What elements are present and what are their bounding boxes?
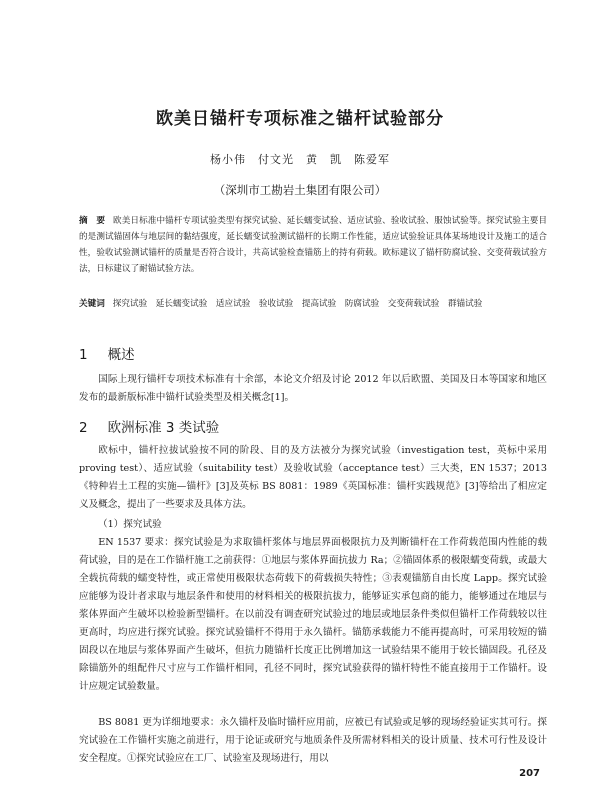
section-heading: [79, 343, 135, 363]
subsection-heading: （1）探究试验: [98, 519, 162, 530]
paragraph: 国际上现行锚杆专项技术标准有十余部，本论文介绍及讨论 2012 年以后欧盟、美国及日本等国家和地区发布的最新版标准中锚杆试验类型及相关概念[1]。: [79, 374, 547, 403]
keywords-label: 关键词: [79, 299, 105, 309]
abstract-label: 摘 要: [79, 216, 106, 226]
paper-title: 欧美日锚杆专项标准之锚杆试验部分: [156, 109, 444, 129]
paragraph: BS 8081 更为详细地要求：永久锚杆及临时锚杆应用前，应被已有试验或足够的现场经验证实其可行。探究试验在工作锚杆实施之前进行，用于论证或研究与地质条件及所需材料相关的设计质量、技术可行性及设计安全程度。①探究试验应在工厂、试验室及现场进行，用以: [79, 717, 547, 764]
section-title: 欧洲标准 3 类试验: [107, 420, 220, 436]
paragraph: EN 1537 要求：探究试验是为求取锚杆浆体与地层界面极限抗力及判断锚杆在工作荷载范围内性能的载荷试验，目的是在工作锚杆施工之前获得：①地层与浆体界面抗拔力 Ra；②锚固体系的极限蠕变荷载，或最大全载抗荷载的蠕变特性，或正常使用极限状态荷载下的荷载损失特性；③表观锚筋自由长度 Lapp。探究试验应能够为设计者求取与地层条件和使用的材料相关的极限抗拔力，能够证实承包商的能力，能够通过在地层与浆体界面产生破坏以检验新型锚杆。在以前没有调查研究试验过的地层或地层条件类似但锚杆工作荷载较以往更高时，均应进行探究试验。探究试验锚杆不得用于永久锚杆。锚筋承载能力不能再提高时，可采用较短的锚固段以在地层与浆体界面产生破坏，但抗力随锚杆长度正比例增加这一试验结果不能用于较长锚固段。孔径及除锚筋外的组配件尺寸应与工作锚杆相同，孔径不同时，探究试验获得的锚杆特性不能直接用于工作锚杆。设计应规定试验数量。: [79, 537, 547, 692]
page-number: 207: [519, 768, 540, 779]
keywords: [79, 296, 547, 312]
section-number: 1: [79, 347, 88, 363]
affiliation: （深圳市工勘岩土集团有限公司）: [213, 183, 387, 197]
section-title: 概述: [107, 347, 135, 363]
section-heading: [79, 416, 219, 436]
section-number: 2: [79, 420, 88, 436]
keywords-text: 探究试验 延长蠕变试验 适应试验 验收试验 提高试验 防腐试验 交变荷载试验 群锚试验: [112, 299, 483, 309]
paragraph: 欧标中，锚杆拉拔试验按不同的阶段、目的及方法被分为探究试验（investigation test，英标中采用 proving test）、适应试验（suitability test）及验收试验（acceptance test）三大类，EN 1537；2013《特种岩土工程的实施—锚杆》[3]及英标 BS 8081：1989《英国标准：锚杆实践规范》[3]等给出了相应定义及概念，提出了一些要求及具体方法。: [79, 445, 547, 510]
abstract: [79, 213, 547, 277]
author-list: 杨小伟 付文光 黄 凯 陈爱军: [210, 153, 390, 166]
abstract-text: 欧美日标准中锚杆专项试验类型有探究试验、延长蠕变试验、适应试验、验收试验、服蚀试验等。探究试验主要目的是测试锚固体与地层间的黏结强度，延长蠕变试验测试锚杆的长期工作性能，适应试验验证具体某场地设计及施工的适合性，验收试验测试锚杆的质量是否符合设计，共高试验检查锚筋上的持有荷载。欧标建议了锚杆防腐试验、交变荷载试验方法，日标建议了耐锚试验方法。: [79, 216, 547, 274]
